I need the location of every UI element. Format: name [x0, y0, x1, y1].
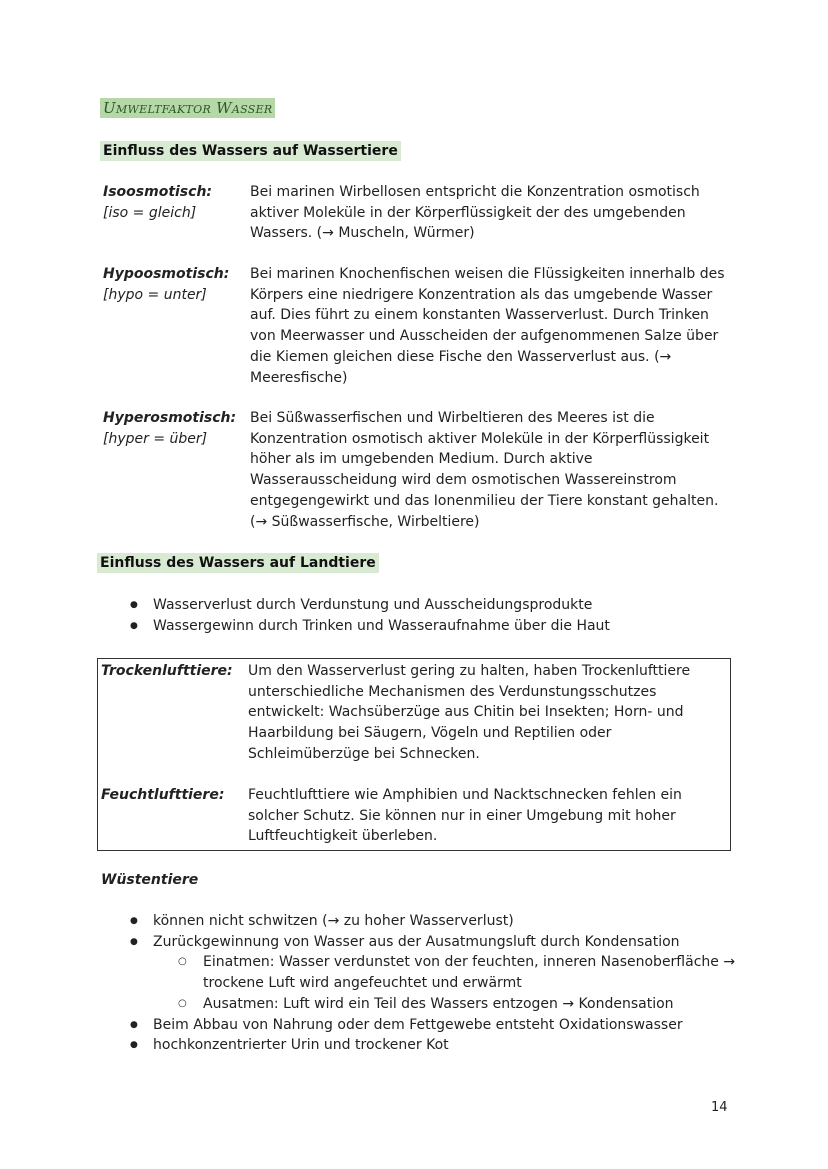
term: Hypoosmotisch: [103, 266, 230, 282]
list-item: ● können nicht schwitzen (→ zu hoher Wasserverlust) [103, 911, 743, 932]
term: Hyperosmotisch: [103, 410, 237, 426]
sub-list-item: ○ Einatmen: Wasser verdunstet von der feuchten, inneren Nasenoberfläche → trockene Luft wird angefeuchtet und erwärmt [103, 952, 743, 993]
table-cell: Feuchtlufttiere wie Amphibien und Nacktschnecken fehlen ein solcher Schutz. Sie können nur in einer Umgebung mit hoher Luftfeuchtigkeit überleben. [248, 787, 682, 845]
definition-hypoosmotisch [103, 264, 733, 388]
sub-list-item: ○ Ausatmen: Luft wird ein Teil des Wassers entzogen → Kondensation [103, 994, 743, 1015]
section-heading-wassertiere: Einfluss des Wassers auf Wassertiere [100, 141, 401, 161]
definition-text: Bei marinen Wirbellosen entspricht die Konzentration osmotisch aktiver Moleküle in der Körperflüssigkeit der des umgebenden Wassers. (→ Muscheln, Würmer) [250, 184, 700, 242]
term-note: [hypo = unter] [103, 286, 207, 303]
definition-hyperosmotisch [103, 408, 733, 532]
section-heading-landtiere: Einfluss des Wassers auf Landtiere [97, 553, 379, 573]
term-note: [hyper = über] [103, 430, 208, 447]
table-cell: Um den Wasserverlust gering zu halten, haben Trockenlufttiere unterschiedliche Mechanismen des Verdunstungsschutzes entwickelt: Wachsüberzüge aus Chitin bei Insekten; Horn- und Haarbildung bei Säugern, Vögeln und Reptilien oder Schleimüberzüge bei Schnecken. [248, 663, 691, 762]
wuestentiere-bullet-list [103, 911, 743, 1056]
term: Feuchtlufttiere: [101, 787, 225, 803]
definition-text: Bei marinen Knochenfischen weisen die Flüssigkeiten innerhalb des Körpers eine niedrigere Konzentration als das umgebende Wasser auf. Dies führt zu einem konstanten Wasserverlust. Durch Trinken von Meerwasser und Ausscheiden der aufgenommenen Salze über die Kiemen gleichen diese Fische den Wasserverlust aus. (→ Meeresfische) [250, 266, 725, 386]
table-row [101, 785, 721, 847]
page-number: 14 [711, 1100, 728, 1115]
term: Trockenlufttiere: [101, 663, 233, 679]
definition-isoosmotisch [103, 182, 733, 244]
page-title: Umweltfaktor Wasser [100, 98, 275, 118]
list-item: ● Zurückgewinnung von Wasser aus der Ausatmungsluft durch Kondensation [103, 932, 743, 953]
term: Isoosmotisch: [103, 184, 213, 200]
landtiere-bullet-list [103, 595, 723, 636]
list-item: ● Wasserverlust durch Verdunstung und Ausscheidungsprodukte [103, 595, 723, 616]
table-row [101, 661, 721, 765]
list-item: ● Wassergewinn durch Trinken und Wasseraufnahme über die Haut [103, 616, 723, 637]
section-heading-wuestentiere: Wüstentiere [101, 872, 199, 888]
list-item: ● Beim Abbau von Nahrung oder dem Fettgewebe entsteht Oxidationswasser [103, 1015, 743, 1036]
landtiere-table [97, 658, 731, 851]
list-item: ● hochkonzentrierter Urin und trockener Kot [103, 1035, 743, 1056]
term-note: [iso = gleich] [103, 204, 197, 221]
definition-text: Bei Süßwasserfischen und Wirbeltieren des Meeres ist die Konzentration osmotisch aktiver Moleküle in der Körperflüssigkeit höher als im umgebenden Medium. Durch aktive Wasserausscheidung wird dem osmotischen Wassereinstrom entgegengewirkt und das Ionenmilieu der Tiere konstant gehalten. (→ Süßwasserfische, Wirbeltiere) [250, 410, 719, 530]
